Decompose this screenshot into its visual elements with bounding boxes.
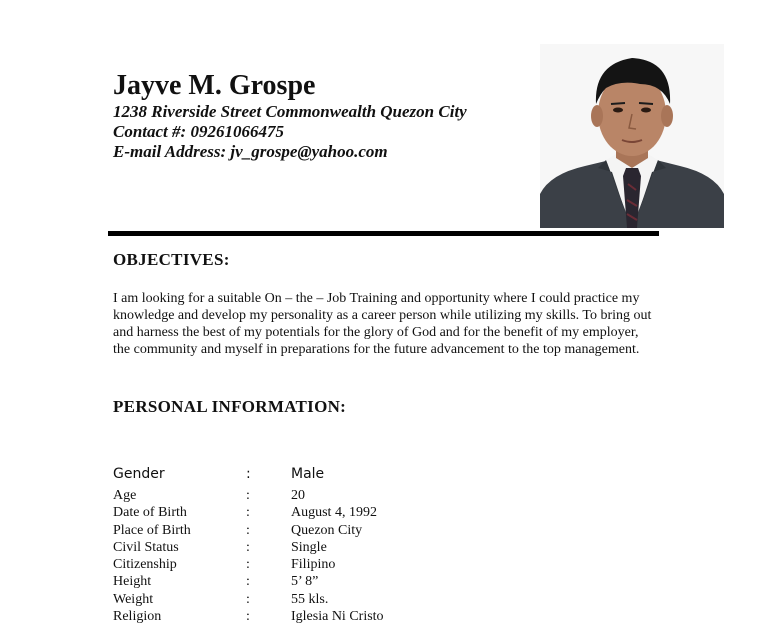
info-separator: : [246,505,250,521]
portrait-image [540,44,724,228]
info-value: August 4, 1992 [291,505,377,521]
info-row-age [113,487,513,504]
info-label: Gender [113,466,165,482]
info-separator: : [246,539,250,555]
contact-number: Contact #: 09261066475 [113,122,284,141]
info-separator: : [246,466,251,482]
info-separator: : [246,488,250,503]
info-value: 20 [291,488,305,503]
info-value: Quezon City [291,522,363,538]
info-value: Single [291,539,327,555]
info-row-religion [113,608,513,625]
info-label: Religion [113,609,162,625]
info-separator: : [246,522,250,538]
info-separator: : [246,574,250,590]
info-value: Male [291,466,325,482]
info-row-gender [113,463,513,487]
personal-info-table [113,463,513,630]
info-label: Date of Birth [113,505,187,521]
info-value: Iglesia Ni Cristo [291,609,384,625]
info-row-citizenship [113,556,513,573]
info-separator: : [246,609,250,625]
info-row-weight [113,591,513,608]
info-separator: : [246,591,250,607]
info-label: Citizenship [113,557,177,573]
info-row-place-of-birth [113,522,513,539]
info-row-height [113,573,513,590]
info-label: Height [113,574,152,590]
info-label: Place of Birth [113,522,191,538]
header-divider [108,231,659,236]
info-label: Weight [113,591,154,607]
info-value: 5’ 8” [291,574,319,590]
info-label: Civil Status [113,539,179,555]
address-line: 1238 Riverside Street Commonwealth Quezon City [113,102,467,121]
info-value: Filipino [291,557,336,573]
personal-info-heading: PERSONAL INFORMATION: [113,397,347,416]
info-separator: : [246,557,250,573]
info-row-date-of-birth [113,504,513,521]
objectives-paragraph: I am looking for a suitable On – the – Job Training and opportunity where I could practice my knowledge and develop my personality as a career person while utilizing my skills. To bring out and harness the best of my potentials for the glory of God and for the benefit of my employer, the community and myself in preparations for the future advancement to the top management. [113,291,652,357]
info-row-civil-status [113,539,513,556]
info-label: Age [113,488,137,503]
email-address: E-mail Address: jv_grospe@yahoo.com [113,142,388,161]
info-value: 55 kls. [291,591,329,607]
applicant-photo [540,44,724,228]
objectives-heading: OBJECTIVES: [113,250,230,269]
applicant-name: Jayve M. Grospe [113,70,316,101]
